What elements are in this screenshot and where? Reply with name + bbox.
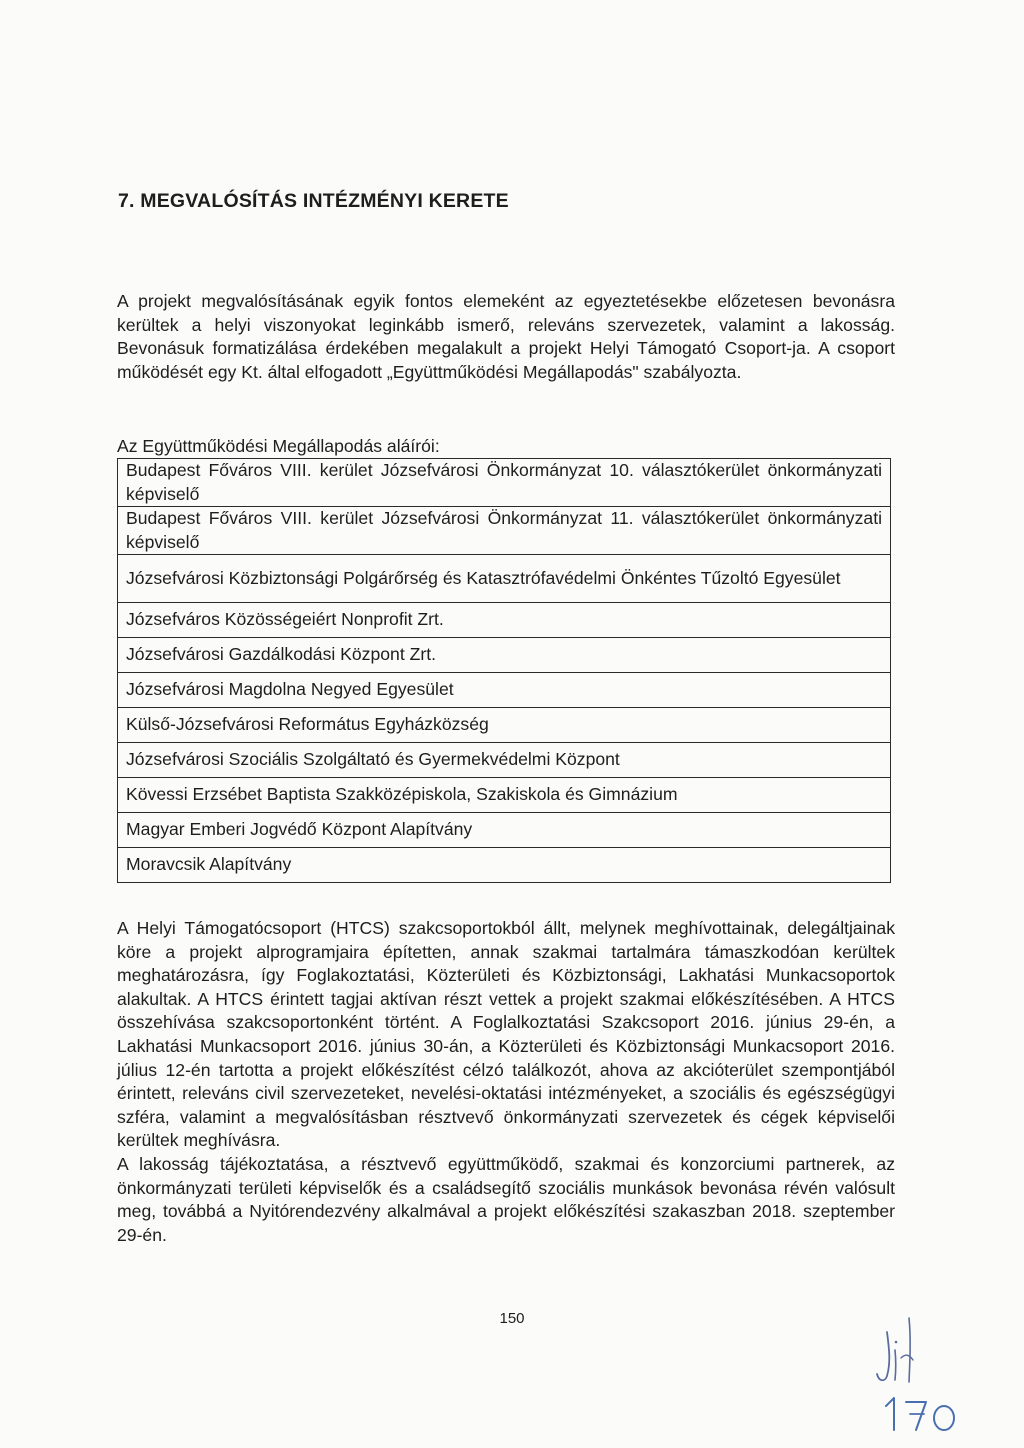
table-row — [118, 708, 891, 743]
intro-paragraph — [117, 290, 895, 384]
body-paragraph: A lakosság tájékoztatása, a résztvevő együttműködő, szakmai és konzorciumi partnerek, az önkormányzati területi képviselők és a családsegítő szociális munkások bevonása révén valósult meg, továbbá a Nyitórendezvény alkalmával a projekt előkészítési szakaszban 2018. szeptember 29-én. — [117, 1153, 895, 1245]
table-cell: Külső-Józsefvárosi Református Egyházközség — [118, 708, 891, 743]
table-row — [118, 603, 891, 638]
handwritten-page-number — [880, 1392, 980, 1436]
signature-initials — [865, 1310, 945, 1388]
table-row — [118, 638, 891, 673]
table-row — [118, 555, 891, 603]
table-cell: Józsefvárosi Magdolna Negyed Egyesület — [118, 673, 891, 708]
intro-paragraph-text: A projekt megvalósításának egyik fontos elemeként az egyeztetésekbe előzetesen bevonásra kerültek a helyi viszonyokat leginkább ismerő, releváns szervezetek, valamint a lakosság. Bevonásuk formatizálása érdekében megalakult a projekt Helyi Támogató Csoport-ja. A csoport működését egy Kt. által elfogadott „Együttműködési Megállapodás" szabályozta. — [117, 291, 895, 382]
body-paragraph: A Helyi Támogatócsoport (HTCS) szakcsoportokból állt, melynek meghívottainak, delegáltjainak köre a projekt alprogramjaira építetten, annak szakmai tartalmára támaszkodóan kerültek meghatározásra, így Foglakoztatási, Közterületi és Közbiztonsági, Lakhatási Munkacsoportok alakultak. A HTCS érintett tagjai aktívan részt vettek a projekt szakmai előkészítésében. A HTCS összehívása szakcsoportonként történt. A Foglalkoztatási Szakcsoport 2016. június 29-én, a Lakhatási Munkacsoport 2016. június 30-án, a Közterületi és Közbiztonsági Munkacsoport 2016. július 12-én tartotta a projekt előkészítést célzó találkozót, ahova az akcióterület szempontjából érintett, releváns civil szervezeteket, nevelési-oktatási intézményeket, a szociális és egészségügyi szféra, valamint a megvalósításban résztvevő önkormányzati szervezetek és cégek képviselői kerültek meghívásra. — [117, 918, 895, 1151]
table-row — [118, 848, 891, 883]
table-cell: Budapest Főváros VIII. kerület Józsefvárosi Önkormányzat 10. választókerület önkormányzati képviselő — [118, 459, 891, 507]
body-text — [117, 917, 895, 1247]
signers-caption: Az Együttműködési Megállapodás aláírói: — [117, 436, 440, 456]
table-cell: Moravcsik Alapítvány — [118, 848, 891, 883]
table-cell: Józsefvárosi Közbiztonsági Polgárőrség és Katasztrófavédelmi Önkéntes Tűzoltó Egyesület — [118, 555, 891, 603]
table-cell: Kövessi Erzsébet Baptista Szakközépiskola, Szakiskola és Gimnázium — [118, 778, 891, 813]
section-heading: 7. MEGVALÓSÍTÁS INTÉZMÉNYI KERETE — [118, 190, 509, 212]
table-row — [118, 743, 891, 778]
table-cell: Józsefváros Közösségeiért Nonprofit Zrt. — [118, 603, 891, 638]
signers-table — [117, 458, 891, 883]
table-row — [118, 507, 891, 555]
table-cell: Magyar Emberi Jogvédő Központ Alapítvány — [118, 813, 891, 848]
table-cell: Józsefvárosi Gazdálkodási Központ Zrt. — [118, 638, 891, 673]
table-row — [118, 813, 891, 848]
table-cell: Budapest Főváros VIII. kerület Józsefvárosi Önkormányzat 11. választókerület önkormányzati képviselő — [118, 507, 891, 555]
table-row — [118, 778, 891, 813]
page-number: 150 — [499, 1310, 525, 1327]
table-row — [118, 673, 891, 708]
table-row — [118, 459, 891, 507]
table-cell: Józsefvárosi Szociális Szolgáltató és Gyermekvédelmi Központ — [118, 743, 891, 778]
